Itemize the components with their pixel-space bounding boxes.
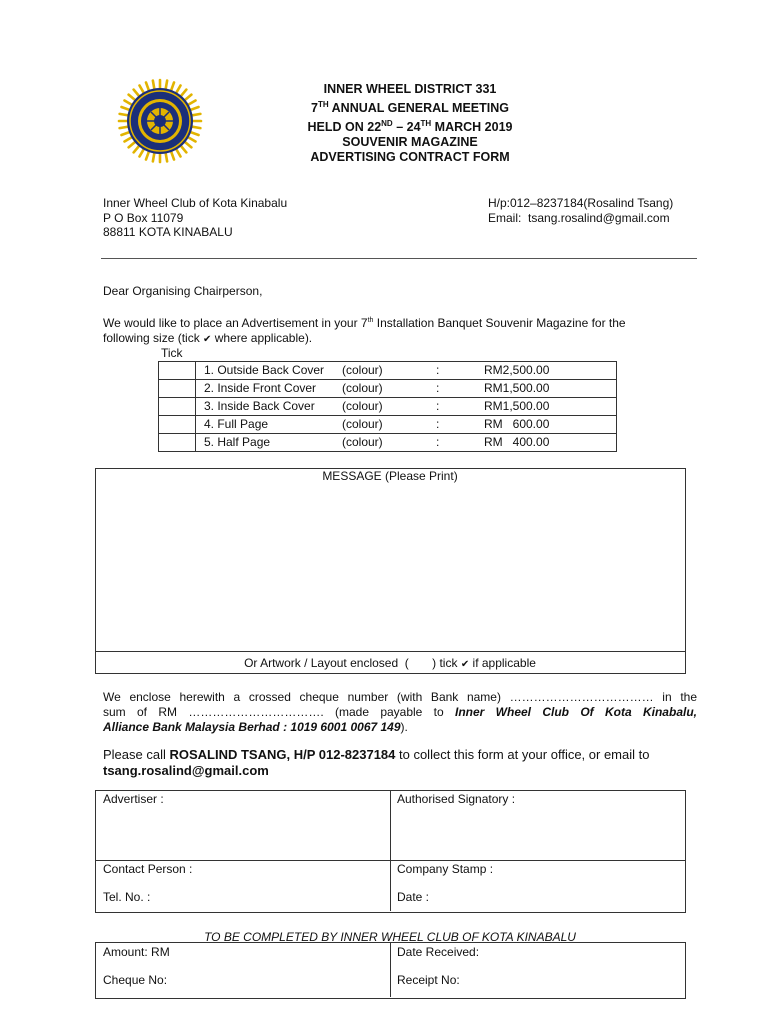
ad-size-colon: : xyxy=(436,363,440,377)
logo-ray xyxy=(134,90,140,97)
ad-size-option xyxy=(196,398,617,416)
ad-size-option xyxy=(196,362,617,380)
logo-ray xyxy=(192,127,201,129)
ad-size-price: RM1,500.00 xyxy=(484,399,550,413)
ad-size-label: 5. Half Page xyxy=(204,435,271,449)
message-box[interactable] xyxy=(95,468,686,674)
receipt-no-field[interactable]: Receipt No: xyxy=(397,973,460,987)
logo-ray xyxy=(188,101,196,106)
title-line-district: INNER WHEEL DISTRICT 331 xyxy=(323,82,497,96)
tick-mark-icon: ✔ xyxy=(460,659,470,670)
title-line-agm: 7TH ANNUAL GENERAL MEETING xyxy=(311,100,509,116)
message-separator xyxy=(95,651,685,652)
payment-text: We enclose herewith a crossed cheque number (with Bank name) ……………………………… in the sum of RM ……………………………. (made payable to Inner Wheel Club Of Kota Kinabalu, Alliance Bank Malaysia Berhad : 1019 6001 0067 149). xyxy=(103,690,697,734)
contact-info xyxy=(488,196,673,225)
logo-ray xyxy=(153,81,155,90)
tick-mark-icon: ✔ xyxy=(203,334,212,345)
logo-ray xyxy=(190,107,198,110)
title-line-form: ADVERTISING CONTRACT FORM xyxy=(310,150,510,165)
ad-size-price: RM 600.00 xyxy=(484,417,550,431)
call-instructions: Please call ROSALIND TSANG, H/P 012-8237184 to collect this form at your office, or email to tsang.rosalind@gmail.com xyxy=(103,747,650,778)
tick-column-header: Tick xyxy=(161,346,183,360)
contact-person-field[interactable]: Contact Person : xyxy=(103,862,193,876)
message-title: MESSAGE (Please Print) xyxy=(322,469,458,483)
logo-ray xyxy=(124,101,132,106)
contact-email: Email: tsang.rosalind@gmail.com xyxy=(488,210,670,225)
inner-wheel-logo xyxy=(117,78,203,164)
contact-phone: H/p:012–8237184(Rosalind Tsang) xyxy=(488,196,674,210)
ad-size-label: 1. Outside Back Cover xyxy=(204,363,325,377)
form-title xyxy=(250,82,570,165)
ad-size-option xyxy=(196,380,617,398)
signature-box-divider xyxy=(390,790,391,911)
logo-ray xyxy=(188,137,196,142)
ad-size-colon: : xyxy=(436,381,440,395)
logo-ray xyxy=(185,95,192,101)
tick-box[interactable] xyxy=(159,380,196,398)
logo-ray xyxy=(121,107,129,110)
logo-ray xyxy=(146,151,149,159)
logo-ray xyxy=(166,153,168,162)
ad-size-colon: : xyxy=(436,399,440,413)
logo-ray xyxy=(129,95,136,101)
date-received-field[interactable]: Date Received: xyxy=(397,945,480,959)
logo-ray xyxy=(181,146,187,153)
logo-ray xyxy=(140,85,145,93)
office-use-heading: TO BE COMPLETED BY INNER WHEEL CLUB OF KOTA KINABALU xyxy=(204,930,576,944)
title-line-souvenir: SOUVENIR MAGAZINE xyxy=(342,135,478,150)
logo-ray xyxy=(129,142,136,148)
ad-size-row xyxy=(159,434,617,452)
authorised-signatory-field[interactable]: Authorised Signatory : xyxy=(397,792,516,806)
logo-ray xyxy=(192,114,201,116)
ad-size-colour: (colour) xyxy=(342,417,383,431)
club-address: Inner Wheel Club of Kota Kinabalu P O Box 11079 88811 KOTA KINABALU xyxy=(103,196,288,239)
logo-ray xyxy=(124,137,132,142)
ad-size-price: RM1,500.00 xyxy=(484,381,550,395)
company-stamp-field[interactable]: Company Stamp : xyxy=(397,862,494,876)
logo-ray xyxy=(166,81,168,90)
advertiser-field[interactable]: Advertiser : xyxy=(103,792,164,806)
ad-size-colon: : xyxy=(436,435,440,449)
ad-size-label: 3. Inside Back Cover xyxy=(204,399,315,413)
logo-ray xyxy=(146,82,149,90)
intro-text: We would like to place an Advertisement in your 7th Installation Banquet Souvenir Magazine for the following size (tick ✔ where applicable). xyxy=(103,316,626,345)
amount-field[interactable]: Amount: RM xyxy=(103,945,170,959)
logo-ray xyxy=(176,149,181,157)
logo-ray xyxy=(185,142,192,148)
tick-box[interactable] xyxy=(159,434,196,452)
logo-ray xyxy=(140,149,145,157)
logo-ray xyxy=(176,85,181,93)
ad-size-price: RM2,500.00 xyxy=(484,363,550,377)
signature-box-row-divider xyxy=(95,860,685,861)
header-divider xyxy=(101,258,697,259)
logo-ray xyxy=(120,114,129,116)
ad-size-option xyxy=(196,416,617,434)
logo-ray xyxy=(153,153,155,162)
ad-size-label: 4. Full Page xyxy=(204,417,269,431)
tick-box[interactable] xyxy=(159,416,196,434)
ad-size-colour: (colour) xyxy=(342,399,383,413)
ad-size-colon: : xyxy=(436,417,440,431)
logo-ray xyxy=(171,82,174,90)
logo-ray xyxy=(120,127,129,129)
logo-ray xyxy=(190,132,198,135)
logo-ray xyxy=(181,90,187,97)
logo-ray xyxy=(134,146,140,153)
ad-size-label: 2. Inside Front Cover xyxy=(204,381,317,395)
title-line-dates: HELD ON 22ND – 24TH MARCH 2019 xyxy=(307,119,513,135)
logo-ray xyxy=(121,132,129,135)
office-use-divider xyxy=(390,942,391,997)
ad-size-option xyxy=(196,434,617,452)
tick-box[interactable] xyxy=(159,362,196,380)
call-email: tsang.rosalind@gmail.com xyxy=(103,763,269,778)
tick-box[interactable] xyxy=(159,398,196,416)
tel-no-field[interactable]: Tel. No. : xyxy=(103,890,151,904)
ad-size-price: RM 400.00 xyxy=(484,435,550,449)
ad-size-row xyxy=(159,362,617,380)
ad-size-row xyxy=(159,398,617,416)
ad-size-row xyxy=(159,416,617,434)
artwork-enclosed-line[interactable]: Or Artwork / Layout enclosed ( ) tick ✔ if applicable xyxy=(244,656,536,670)
ad-size-colour: (colour) xyxy=(342,381,383,395)
ad-size-table xyxy=(158,361,617,452)
date-field[interactable]: Date : xyxy=(397,890,430,904)
salutation: Dear Organising Chairperson, xyxy=(103,284,263,298)
ad-size-row xyxy=(159,380,617,398)
logo-ray xyxy=(171,151,174,159)
ad-size-colour: (colour) xyxy=(342,363,383,377)
cheque-no-field[interactable]: Cheque No: xyxy=(103,973,168,987)
ad-size-colour: (colour) xyxy=(342,435,383,449)
